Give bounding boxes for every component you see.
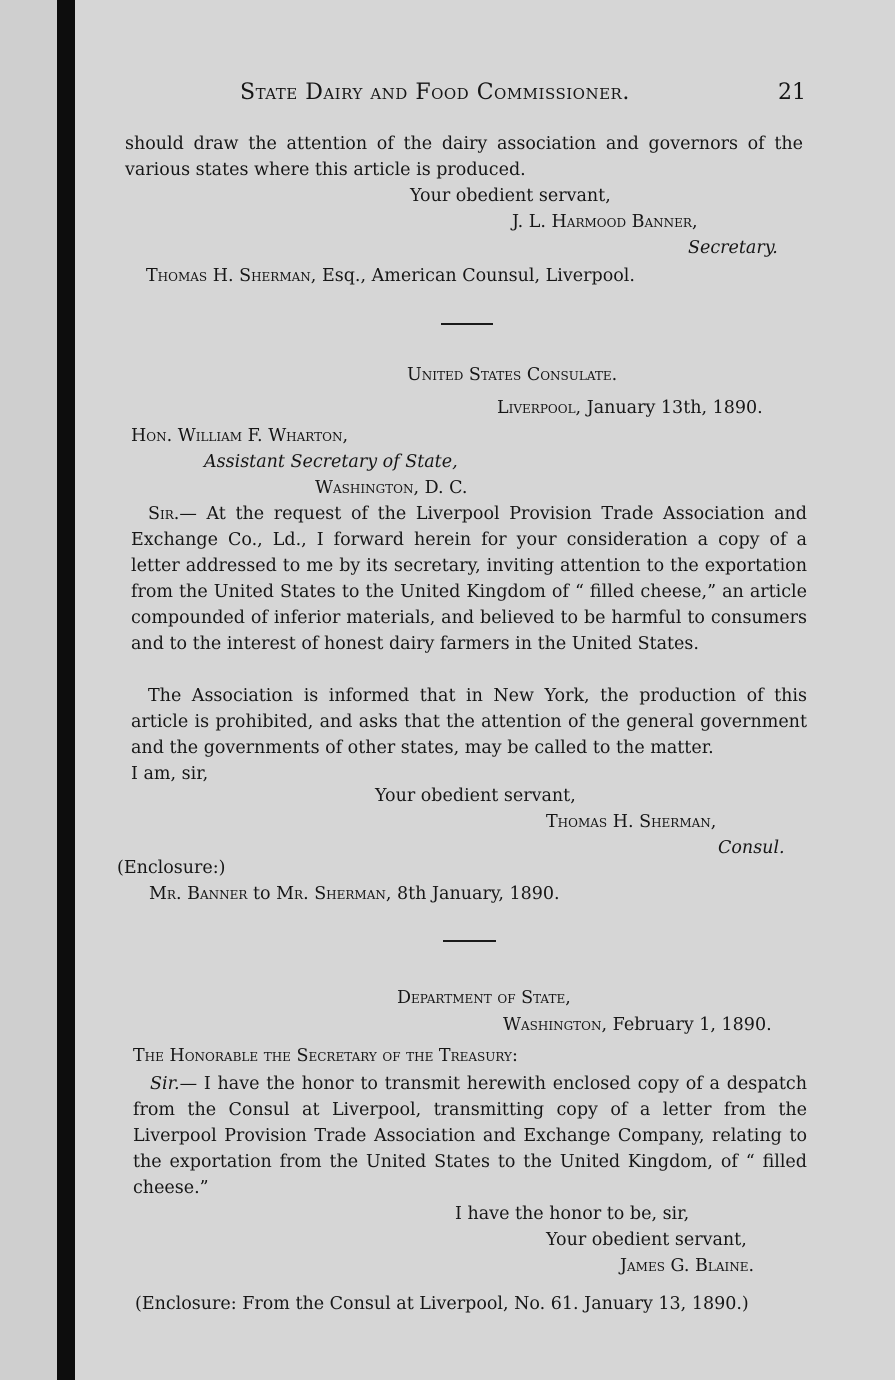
letter3-close-1: I have the honor to be, sir, [455, 1204, 690, 1224]
section-divider [441, 323, 493, 325]
letter2-para1-text: — At the request of the Liverpool Provision Trade Association and Exchange Co., Ld., I forward herein for your consideration a copy of a letter addressed to me by its secretary, inviting attention to the exportation from the United States to the United Kingdom of “ filled cheese,” an article compounded of inferior materials, and believed to be harmful to consumers and to the interest of honest dairy farmers in the United States. [131, 504, 807, 654]
letter3-para-text: — I have the honor to transmit herewith enclosed copy of a despatch from the Consul at Liverpool, transmitting copy of a letter from the Liverpool Provision Trade Association and Exchange Company, relating to the exportation from the United States to the United Kingdom, of “ filled cheese.” [133, 1074, 807, 1198]
encl-from: Mr. Banner [149, 884, 248, 904]
letter1-paragraph: should draw the attention of the dairy association and governors of the various states where this article is produced. [125, 134, 803, 180]
letter3-signer: James G. Blaine. [620, 1256, 755, 1276]
letter3-paragraph [133, 1071, 807, 1201]
encl-to-word: to [247, 884, 277, 904]
letter1-addressee [146, 263, 635, 289]
letter3-dateline [503, 1012, 772, 1038]
letter2-date: January 13th, 1890. [586, 398, 763, 418]
letter2-salutation: Sir. [148, 504, 180, 524]
letter3-place: Washington, [503, 1015, 608, 1035]
letter2-signer-title: Consul. [718, 838, 785, 858]
letter2-enclosure: (Enclosure:) [117, 858, 226, 878]
letter2-dateline [497, 395, 763, 421]
encl-date: 8th January, 1890. [391, 884, 560, 904]
letter1-closing: Your obedient servant, [410, 186, 611, 206]
letter2-place: Liverpool, [497, 398, 582, 418]
running-header: State Dairy and Food Commissioner. [240, 80, 630, 105]
letter2-enclosure-detail [149, 881, 560, 907]
addressee-name: Thomas H. Sherman, [146, 266, 317, 286]
letter2-paragraph-1 [131, 501, 807, 657]
letter3-date: February 1, 1890. [612, 1015, 772, 1035]
letter2-close-1: I am, sir, [131, 764, 209, 784]
letter2-org: United States Consulate. [407, 365, 618, 385]
letter3-addressee: The Honorable the Secretary of the Treasury: [133, 1046, 518, 1066]
letter3-close-2: Your obedient servant, [546, 1230, 747, 1250]
letter2-paragraph-2: The Association is informed that in New York, the production of this article is prohibited, and asks that the attention of the general government and the governments of other states, may be called to the matter. [131, 686, 807, 758]
letter3-enclosure: (Enclosure: From the Consul at Liverpool, No. 61. January 13, 1890.) [135, 1294, 749, 1314]
section-divider [443, 940, 496, 942]
letter2-to-place: Washington, D. C. [315, 478, 468, 498]
letter2-signer: Thomas H. Sherman, [546, 812, 717, 832]
addressee-rest: Esq., American Counsul, Liverpool. [321, 266, 635, 286]
letter2-to-title: Assistant Secretary of State, [204, 452, 458, 472]
letter2-to-name: Hon. William F. Wharton, [131, 426, 349, 446]
letter3-org: Department of State, [397, 988, 571, 1008]
letter3-salutation: Sir. [150, 1074, 180, 1094]
letter1-signer-title: Secretary. [688, 238, 778, 258]
letter2-close-2: Your obedient servant, [375, 786, 576, 806]
encl-recipient: Mr. Sherman, [276, 884, 392, 904]
book-spine-shadow [57, 0, 75, 1380]
page-number: 21 [778, 80, 806, 105]
letter1-signer: J. L. Harmood Banner, [512, 212, 698, 232]
